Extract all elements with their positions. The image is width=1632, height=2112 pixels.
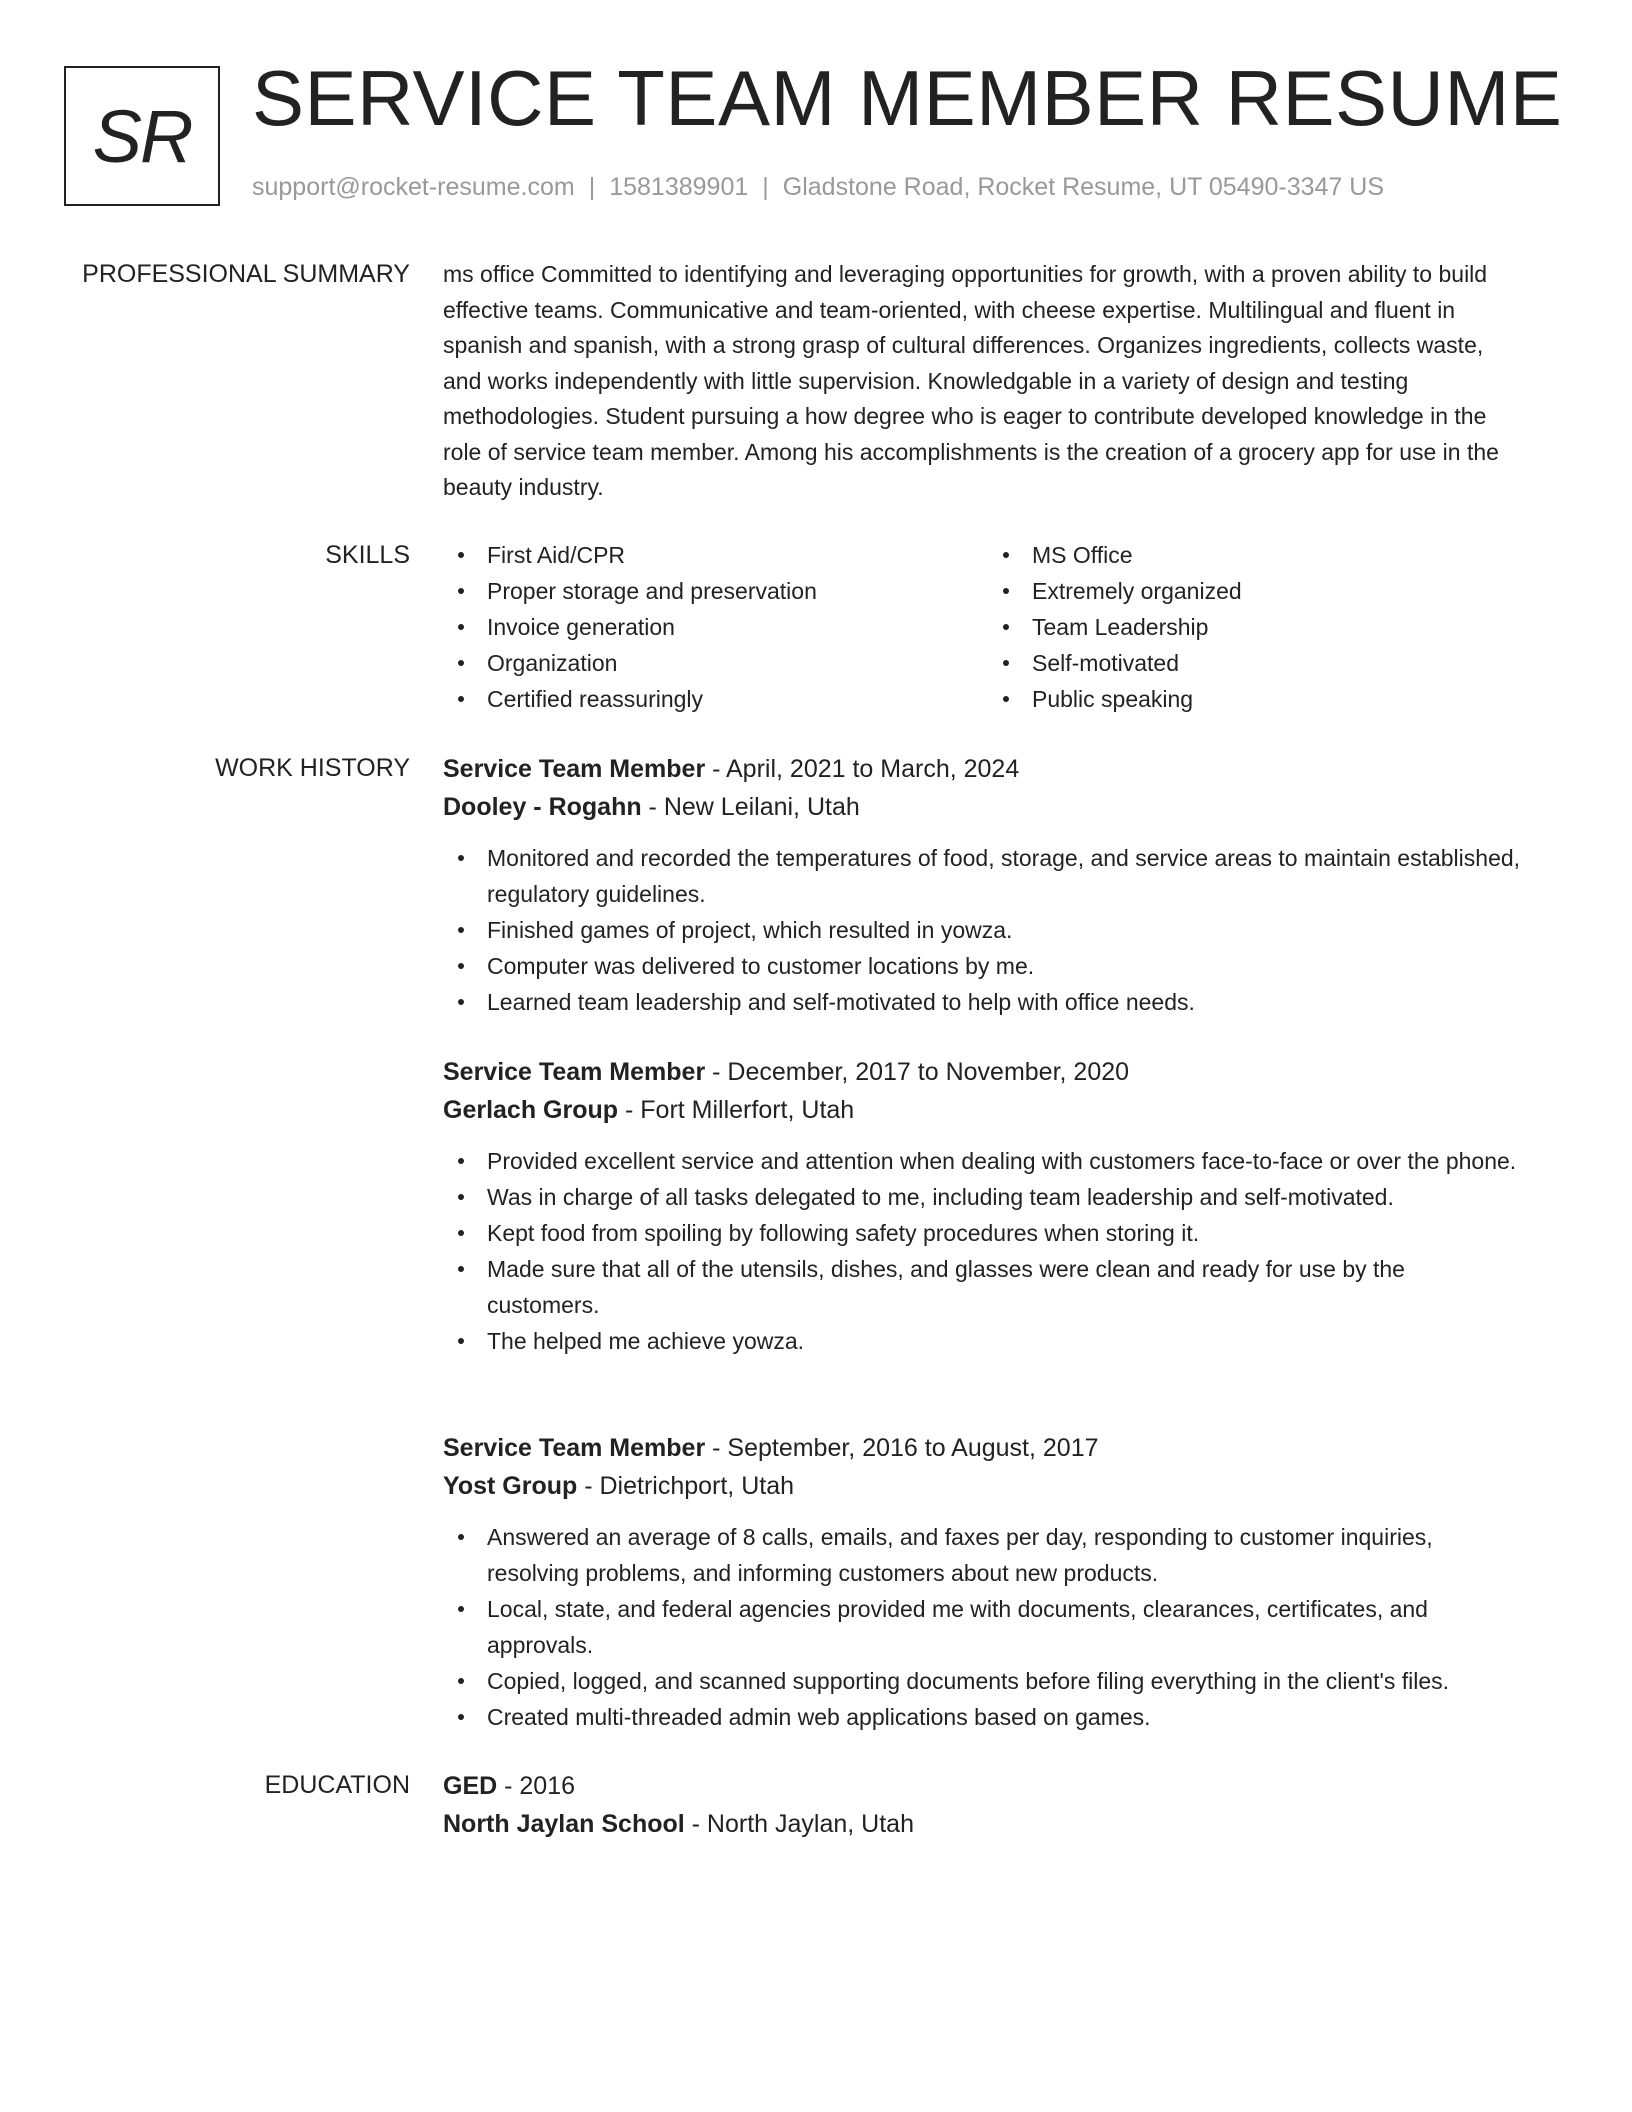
contact-line [252,172,1384,202]
job-duty: Created multi-threaded admin web applications based on games. [443,1699,1523,1735]
skill-item: First Aid/CPR [487,537,817,573]
job-duty: Monitored and recorded the temperatures of food, storage, and service areas to maintain established, regulatory guidelines. [443,840,1523,912]
resume-header [0,0,1632,230]
job-entry [443,1429,1523,1735]
job-title-line [443,1429,1523,1467]
job-title: Service Team Member [443,1058,706,1086]
job-dates: - April, 2021 to March, 2024 [705,755,1020,783]
job-location: - Dietrichport, Utah [577,1472,795,1500]
job-company-line [443,1091,1523,1129]
job-entry [443,1053,1523,1359]
job-duty: Provided excellent service and attention when dealing with customers face-to-face or over the phone. [443,1143,1523,1179]
contact-email[interactable]: support@rocket-resume.com [252,173,575,201]
education-location: - North Jaylan, Utah [684,1810,914,1838]
monogram-logo: SR [64,66,220,206]
job-entry [443,750,1523,1020]
job-duty: Computer was delivered to customer locations by me. [443,948,1523,984]
job-title-line [443,1053,1523,1091]
education-degree-line [443,1767,1523,1805]
job-duty: Copied, logged, and scanned supporting documents before filing everything in the client's files. [443,1663,1523,1699]
skills-label: SKILLS [325,541,410,569]
job-title-line [443,750,1523,788]
skill-item: Team Leadership [1032,609,1242,645]
job-company: Gerlach Group [443,1096,619,1124]
skills-list-right [988,537,1242,717]
skill-item: MS Office [1032,537,1242,573]
job-company-line [443,788,1523,826]
summary-text: ms office Committed to identifying and leveraging opportunities for growth, with a proven ability to build effective teams. Communicative and team-oriented, with cheese expertise. Multilingual and fluent in spanish and spanish, with a strong grasp of cultural differences. Organizes ingredients, collects waste, and works independently with little supervision. Knowledgable in a variety of design and testing methodologies. Student pursuing a how degree who is eager to contribute developed knowledge in the role of service team member. Among his accomplishments is the creation of a grocery app for use in the beauty industry. [443,261,1499,500]
job-duty: Local, state, and federal agencies provided me with documents, clearances, certificates, and approvals. [443,1591,1523,1663]
job-company-line [443,1467,1523,1505]
contact-address: Gladstone Road, Rocket Resume, UT 05490-3347 US [782,173,1385,201]
skill-item: Certified reassuringly [487,681,817,717]
page-title: SERVICE TEAM MEMBER RESUME [252,54,1563,142]
job-title: Service Team Member [443,1434,706,1462]
education-year: - 2016 [497,1772,576,1800]
skills-list-left [443,537,817,717]
job-company: Yost Group [443,1472,578,1500]
skill-item: Extremely organized [1032,573,1242,609]
job-location: - New Leilani, Utah [641,793,860,821]
work-history-section [0,750,1632,1740]
job-duty: Kept food from spoiling by following safety procedures when storing it. [443,1215,1523,1251]
education-school-line [443,1805,1523,1843]
education-school: North Jaylan School [443,1810,685,1838]
job-duty: Finished games of project, which resulted in yowza. [443,912,1523,948]
contact-phone[interactable]: 1581389901 [609,173,749,201]
job-dates: - December, 2017 to November, 2020 [705,1058,1130,1086]
job-duty: Answered an average of 8 calls, emails, and faxes per day, responding to customer inquiries, resolving problems, and informing customers about new products. [443,1519,1523,1591]
education-label: EDUCATION [264,1771,410,1799]
job-duty: Made sure that all of the utensils, dishes, and glasses were clean and ready for use by the customers. [443,1251,1523,1323]
job-company: Dooley - Rogahn [443,793,642,821]
job-duties-list [443,840,1523,1020]
job-dates: - September, 2016 to August, 2017 [705,1434,1099,1462]
skill-item: Invoice generation [487,609,817,645]
contact-separator: | [762,173,769,201]
job-location: - Fort Millerfort, Utah [618,1096,855,1124]
skill-item: Organization [487,645,817,681]
summary-label: PROFESSIONAL SUMMARY [82,260,410,288]
skill-item: Proper storage and preservation [487,573,817,609]
contact-separator: | [588,173,596,201]
job-duties-list [443,1519,1523,1735]
work-history-label: WORK HISTORY [215,754,410,782]
job-duty: The helped me achieve yowza. [443,1323,1523,1359]
education-section [0,1767,1632,1867]
job-duty: Learned team leadership and self-motivated to help with office needs. [443,984,1523,1020]
job-duties-list [443,1143,1523,1359]
job-duty: Was in charge of all tasks delegated to me, including team leadership and self-motivated. [443,1179,1523,1215]
job-title: Service Team Member [443,755,706,783]
skills-section [0,537,1632,727]
education-degree: GED [443,1772,498,1800]
skill-item: Self-motivated [1032,645,1242,681]
summary-section [0,256,1632,516]
skill-item: Public speaking [1032,681,1242,717]
